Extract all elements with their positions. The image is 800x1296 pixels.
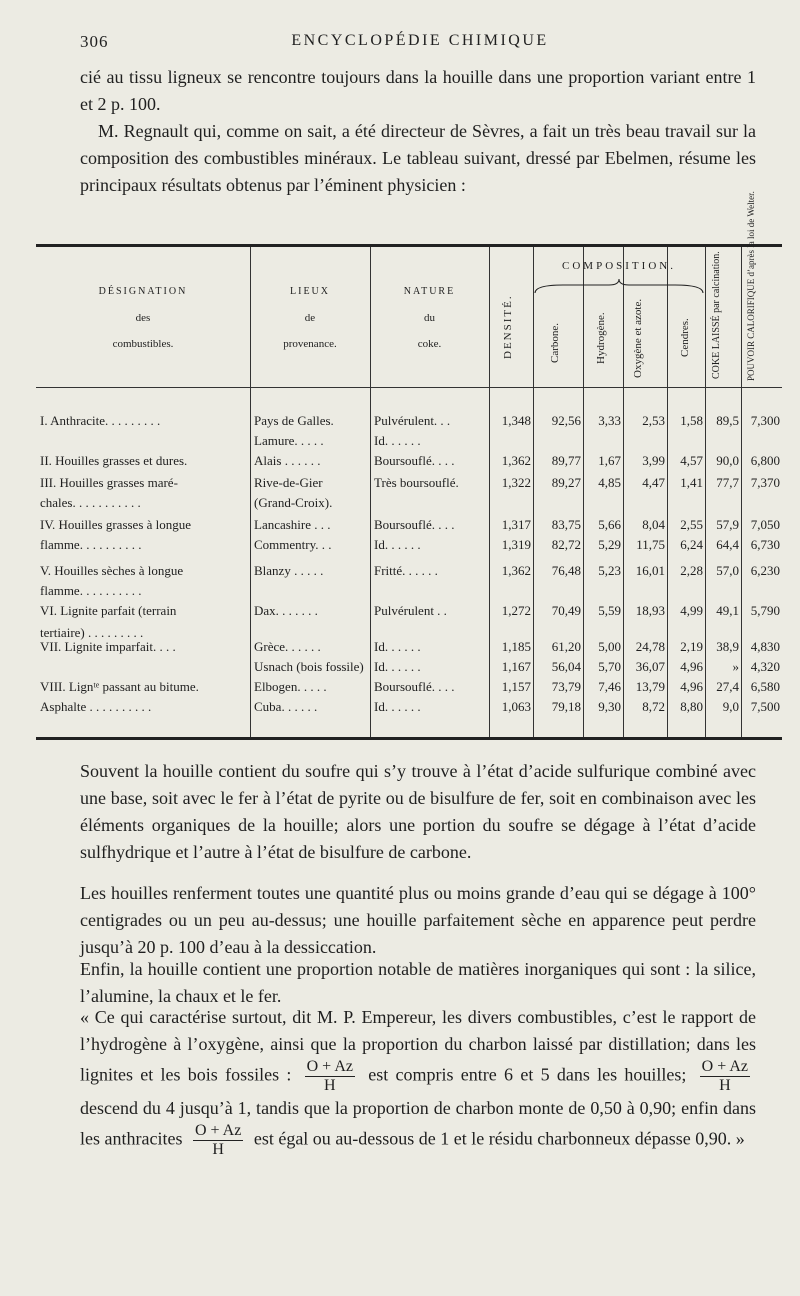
cell-densite: 1,157 <box>501 679 531 694</box>
cell-nature: Pulvérulent . . <box>374 603 447 618</box>
cell-pouvoir: 6,730 <box>750 537 780 552</box>
cell-des: tertiaire) . . . . . . . . . <box>40 625 144 640</box>
fraction-denominator: H <box>212 1141 224 1158</box>
cell-densite: 1,185 <box>501 639 531 654</box>
quote-text-7: au-dessous de 1 et le résidu charbonneux dépasse 0,90. » <box>335 1128 745 1149</box>
cell-carbone: 70,49 <box>551 603 581 618</box>
cell-hydrogene: 5,59 <box>598 603 621 618</box>
cell-coke: 77,7 <box>716 475 739 490</box>
cell-des: chales. . . . . . . . . . . <box>40 495 141 510</box>
cell-hydrogene: 5,29 <box>598 537 621 552</box>
header-lieux-line3: provenance. <box>283 338 337 350</box>
cell-lieu: Blanzy . . . . . <box>254 563 324 578</box>
cell-cendres: 2,19 <box>680 639 703 654</box>
cell-densite: 1,362 <box>501 453 531 468</box>
paragraph-inorganiques-text: Enfin, la houille contient une proportion notable de matières inorganiques qui sont : la silice, l’alumine, la chaux et le fer. <box>80 959 756 1006</box>
paragraph-intro-2-text: M. Regnault qui, comme on sait, a été directeur de Sèvres, a fait un très beau travail sur la composition des combustibles minéraux. Le tableau suivant, dressé par Ebelmen, résume les principaux résultats obtenus par l’éminent physicien : <box>80 121 756 195</box>
composition-brace-icon <box>533 279 705 299</box>
header-carbone: Carbone. <box>549 323 561 364</box>
cell-hydrogene: 1,67 <box>598 453 621 468</box>
header-pouvoir: POUVOIR CALORIFIQUE d’après la loi de Welter. <box>746 191 756 381</box>
quote-text-3: et 5 dans les houilles; <box>520 1064 687 1085</box>
fraction-denominator: H <box>324 1077 336 1094</box>
cell-densite: 1,272 <box>501 603 531 618</box>
cell-lieu: Pays de Galles. <box>254 413 334 428</box>
cell-carbone: 89,77 <box>551 453 581 468</box>
cell-nature: Id. . . . . . <box>374 433 421 448</box>
cell-nature: Id. . . . . . <box>374 659 421 674</box>
cell-nature: Id. . . . . . <box>374 639 421 654</box>
fraction-o-az-h <box>305 1058 355 1095</box>
paragraph-eau <box>80 880 756 961</box>
cell-lieu: Cuba. . . . . . <box>254 699 318 714</box>
cell-nature: Id. . . . . . <box>374 699 421 714</box>
header-cendres: Cendres. <box>679 318 691 358</box>
cell-pouvoir: 6,230 <box>750 563 780 578</box>
cell-nature: Boursouflé. . . . <box>374 453 455 468</box>
cell-densite: 1,348 <box>501 413 531 428</box>
header-nature-line2: du <box>424 312 435 324</box>
table-divider <box>489 247 490 737</box>
quote-text-6: est égal ou <box>253 1128 331 1149</box>
header-oxygene: Oxygène et azote. <box>632 298 644 378</box>
cell-des: VIII. Lignᵗᵉ passant au bitume. <box>40 679 199 694</box>
cell-carbone: 73,79 <box>551 679 581 694</box>
fraction-denominator: H <box>719 1077 731 1094</box>
cell-lieu: Rive-de-Gier <box>254 475 323 490</box>
cell-coke: 89,5 <box>716 413 739 428</box>
cell-lieu: Alais . . . . . . <box>254 453 321 468</box>
cell-oxygene: 36,07 <box>635 659 665 674</box>
cell-carbone: 61,20 <box>551 639 581 654</box>
fraction-o-az-h <box>700 1058 750 1095</box>
paragraph-soufre <box>80 758 756 866</box>
header-hydrogene: Hydrogène. <box>595 312 607 364</box>
header-lieux <box>250 279 370 357</box>
cell-hydrogene: 3,33 <box>598 413 621 428</box>
cell-carbone: 56,04 <box>551 659 581 674</box>
cell-nature: Pulvérulent. . . <box>374 413 451 428</box>
table-divider <box>623 247 624 737</box>
cell-oxygene: 8,04 <box>642 517 665 532</box>
cell-hydrogene: 5,23 <box>598 563 621 578</box>
header-designation <box>36 279 250 357</box>
cell-carbone: 83,75 <box>551 517 581 532</box>
cell-lieu: Dax. . . . . . . <box>254 603 318 618</box>
cell-des: VII. Lignite imparfait. . . . <box>40 639 176 654</box>
header-nature-line1: NATURE <box>403 286 456 297</box>
cell-hydrogene: 4,85 <box>598 475 621 490</box>
cell-lieu: Commentry. . . <box>254 537 332 552</box>
cell-nature: Boursouflé. . . . <box>374 517 455 532</box>
cell-carbone: 89,27 <box>551 475 581 490</box>
cell-coke: 49,1 <box>716 603 739 618</box>
quote-text-1: « Ce qui caractérise surtout, dit M. P. Empereur, les divers combustibles, c’est le rapport de l’hydrogène à l’oxygène, ainsi que la proportion du charbon laissé par distillation; dans les lignites et les bois fossiles : <box>80 1007 756 1085</box>
cell-des: VI. Lignite parfait (terrain <box>40 603 177 618</box>
cell-lieu: Usnach (bois fossile) <box>254 659 364 674</box>
paragraph-intro-1: cié au tissu ligneux se rencontre toujours dans la houille dans une proportion variant entre 1 et 2 p. 100. <box>80 67 756 114</box>
cell-pouvoir: 6,580 <box>750 679 780 694</box>
cell-oxygene: 4,47 <box>642 475 665 490</box>
cell-cendres: 4,99 <box>680 603 703 618</box>
cell-carbone: 82,72 <box>551 537 581 552</box>
cell-densite: 1,319 <box>501 537 531 552</box>
table-divider <box>667 247 668 737</box>
cell-oxygene: 13,79 <box>635 679 665 694</box>
cell-oxygene: 8,72 <box>642 699 665 714</box>
cell-pouvoir: 6,800 <box>750 453 780 468</box>
cell-cendres: 4,96 <box>680 679 703 694</box>
cell-cendres: 8,80 <box>680 699 703 714</box>
cell-oxygene: 11,75 <box>636 537 665 552</box>
cell-pouvoir: 7,500 <box>750 699 780 714</box>
cell-hydrogene: 5,66 <box>598 517 621 532</box>
cell-oxygene: 24,78 <box>635 639 665 654</box>
header-lieux-line2: de <box>304 312 316 324</box>
header-composition: COMPOSITION. <box>562 260 676 272</box>
cell-cendres: 2,55 <box>680 517 703 532</box>
page-number: 306 <box>80 32 109 51</box>
quote-text-5: de charbon monte de 0,50 à 0,90; enfin dans les anthracites <box>80 1098 756 1149</box>
cell-des: III. Houilles grasses maré- <box>40 475 178 490</box>
table-header-rule <box>36 387 782 388</box>
table-divider <box>533 247 534 737</box>
cell-lieu: Elbogen. . . . . <box>254 679 327 694</box>
table-divider <box>583 247 584 737</box>
cell-nature: Fritté. . . . . . <box>374 563 438 578</box>
cell-pouvoir: 4,830 <box>750 639 780 654</box>
cell-carbone: 79,18 <box>551 699 581 714</box>
cell-nature: Boursouflé. . . . <box>374 679 455 694</box>
cell-densite: 1,063 <box>501 699 531 714</box>
cell-lieu: Lamure. . . . . <box>254 433 324 448</box>
header-designation-line1: DÉSIGNATION <box>98 286 188 297</box>
cell-coke: 27,4 <box>716 679 739 694</box>
cell-coke: 38,9 <box>716 639 739 654</box>
header-densite: DENSITÉ. <box>502 294 514 360</box>
cell-oxygene: 3,99 <box>642 453 665 468</box>
cell-cendres: 6,24 <box>680 537 703 552</box>
cell-des: I. Anthracite. . . . . . . . . <box>40 413 161 428</box>
cell-densite: 1,362 <box>501 563 531 578</box>
fraction-numerator: O + Az <box>194 1122 242 1139</box>
cell-carbone: 92,56 <box>551 413 581 428</box>
cell-cendres: 1,41 <box>680 475 703 490</box>
cell-cendres: 1,58 <box>680 413 703 428</box>
cell-coke: 9,0 <box>722 699 739 714</box>
cell-densite: 1,317 <box>501 517 531 532</box>
header-coke: COKE LAISSÉ par calcination. <box>711 251 722 379</box>
cell-pouvoir: 5,790 <box>750 603 780 618</box>
cell-coke: 57,9 <box>716 517 739 532</box>
quote-text-4: descend du 4 jusqu’à 1, tandis que la proportion <box>80 1098 429 1118</box>
header-nature-line3: coke. <box>417 338 442 350</box>
paragraph-empereur <box>80 1004 756 1159</box>
fraction-o-az-h <box>193 1122 243 1159</box>
cell-pouvoir: 7,300 <box>750 413 780 428</box>
paragraph-soufre-text: Souvent la houille contient du soufre qui s’y trouve à l’état d’acide sulfurique combiné avec une base, soit avec le fer à l’état de pyrite ou de bisulfure de fer, soit en combinaison avec les éléments organiques de la houille; alors une portion du soufre se dégage à l’état d’acide sulfhydrique et l’autre à l’état de bisulfure de carbone. <box>80 761 756 862</box>
cell-oxygene: 2,53 <box>642 413 665 428</box>
cell-cendres: 4,96 <box>680 659 703 674</box>
cell-des: II. Houilles grasses et dures. <box>40 453 188 468</box>
table-divider <box>741 247 742 737</box>
cell-coke: 57,0 <box>716 563 739 578</box>
cell-lieu: Grèce. . . . . . <box>254 639 321 654</box>
cell-densite: 1,322 <box>501 475 531 490</box>
cell-pouvoir: 7,370 <box>750 475 780 490</box>
cell-hydrogene: 5,70 <box>598 659 621 674</box>
paragraph-intro-2 <box>80 118 756 199</box>
quote-text-2: est compris entre 6 <box>368 1064 514 1085</box>
cell-lieu: Lancashire . . . <box>254 517 331 532</box>
cell-oxygene: 16,01 <box>635 563 665 578</box>
header-nature <box>370 279 489 357</box>
cell-des: IV. Houilles grasses à longue <box>40 517 192 532</box>
running-title: ENCYCLOPÉDIE CHIMIQUE <box>291 32 549 49</box>
cell-nature: Id. . . . . . <box>374 537 421 552</box>
cell-lieu: (Grand-Croix). <box>254 495 333 510</box>
paragraph-inorganiques <box>80 956 756 1010</box>
cell-oxygene: 18,93 <box>635 603 665 618</box>
cell-hydrogene: 7,46 <box>598 679 621 694</box>
page-header <box>80 32 760 56</box>
cell-coke: 90,0 <box>716 453 739 468</box>
cell-cendres: 2,28 <box>680 563 703 578</box>
composition-table <box>36 191 782 740</box>
fraction-numerator: O + Az <box>701 1058 749 1075</box>
cell-pouvoir: 4,320 <box>750 659 780 674</box>
cell-hydrogene: 9,30 <box>598 699 621 714</box>
cell-carbone: 76,48 <box>551 563 581 578</box>
cell-coke: » <box>732 659 739 674</box>
fraction-numerator: O + Az <box>306 1058 353 1075</box>
cell-des: flamme. . . . . . . . . . <box>40 537 142 552</box>
cell-cendres: 4,57 <box>680 453 703 468</box>
cell-nature: Très boursouflé. <box>374 475 459 490</box>
cell-des: V. Houilles sèches à longue <box>40 563 184 578</box>
cell-des: flamme. . . . . . . . . . <box>40 583 142 598</box>
cell-densite: 1,167 <box>501 659 531 674</box>
cell-pouvoir: 7,050 <box>750 517 780 532</box>
paragraph-eau-text: Les houilles renferment toutes une quantité plus ou moins grande d’eau qui se dégage à 100° centigrades ou un peu au-dessus; une houille parfaitement sèche en apparence peut perdre jusqu’à 20 p. 100 d’eau à la dessiccation. <box>80 883 756 957</box>
table-divider <box>705 247 706 737</box>
header-designation-line3: combustibles. <box>112 338 174 350</box>
header-designation-line2: des <box>135 312 151 324</box>
cell-des: Asphalte . . . . . . . . . . <box>40 699 152 714</box>
cell-hydrogene: 5,00 <box>598 639 621 654</box>
header-lieux-line1: LIEUX <box>290 286 330 297</box>
cell-coke: 64,4 <box>716 537 739 552</box>
